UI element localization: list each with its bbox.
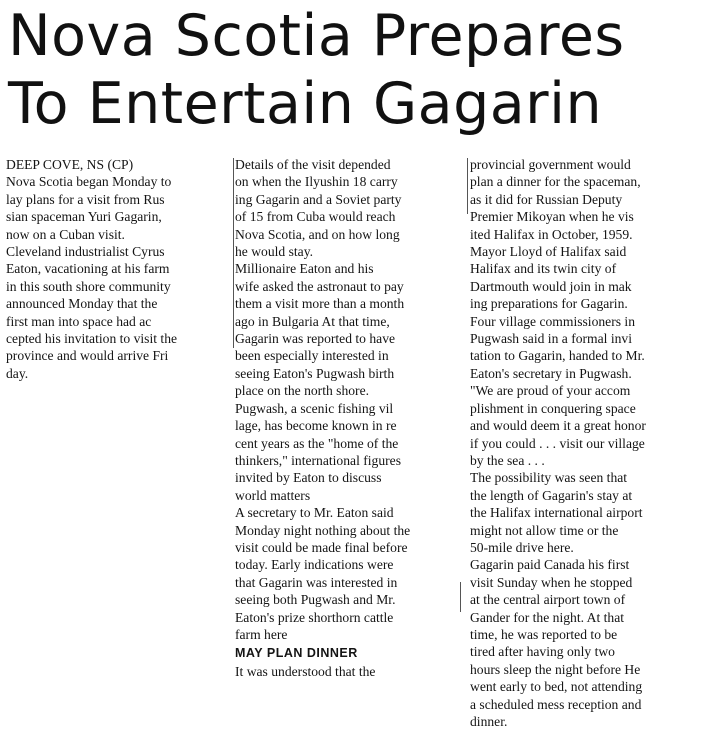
paragraph: Cleveland industrialist Cyrus Eaton, vacationing at his farm in this south shore community announced Monday that the first man into space had ac cepted his invitation to visit the province and would arrive Fri day.	[6, 244, 178, 381]
headline	[8, 2, 702, 138]
paragraph: Four village commissioners in Pugwash said in a formal invi tation to Gagarin, handed to Mr. Eaton's secretary in Pugwash. "We are proud of your accom plishment in conquering space and would deem it a great honor if you could . . . visit our village by the sea . . .	[470, 313, 646, 468]
paragraph: The possibility was seen that the length of Gagarin's stay at the Halifax international airport might not allow time or the 50-mile drive here.	[470, 470, 643, 555]
paragraph: Details of the visit depended on when the Ilyushin 18 carry ing Gagarin and a Soviet party of 15 from Cuba would reach Nova Scotia, and on how long he would stay.	[235, 157, 402, 260]
paragraph: Millionaire Eaton and his wife asked the astronaut to pay them a visit more than a month ago in Bulgaria At that time, Gagarin was reported to have been especially interested in seeing Eaton's Pugwash birth place on the north shore.	[235, 261, 405, 399]
paragraph: provincial government would plan a dinner for the spaceman, as it did for Russian Deputy Premier Mikoyan when he vis ited Halifax in October, 1959.	[470, 157, 641, 242]
paragraph: Gagarin paid Canada his first visit Sunday when he stopped at the central airport town of Gander for the night. At that time, he was reported to be tired after having only two hours sleep the night before He went early to bed, not attending a scheduled mess reception and dinner.	[470, 557, 643, 729]
paragraph: A secretary to Mr. Eaton said Monday night nothing about the visit could be made final before today. Early indications were that Gagarin was interested in seeing both Pugwash and Mr. Eaton's prize shorthorn cattle farm here	[235, 505, 411, 642]
paragraph: Mayor Lloyd of Halifax said Halifax and its twin city of Dartmouth would join in mak ing preparations for Gagarin.	[470, 244, 632, 312]
article-column-1	[6, 156, 234, 382]
article-column-3	[470, 156, 700, 730]
paragraph: It was understood that the	[235, 663, 376, 679]
headline-line-2: To Entertain Gagarin	[8, 71, 603, 137]
article-column-2	[235, 156, 466, 680]
paragraph: Pugwash, a scenic fishing vil lage, has become known in re cent years as the "home of the thinkers," international figures invited by Eaton to discuss world matters	[235, 400, 401, 503]
headline-line-1: Nova Scotia Prepares	[8, 3, 625, 69]
column-rule-2	[467, 158, 468, 214]
paragraph: DEEP COVE, NS (CP) Nova Scotia began Monday to lay plans for a visit from Rus sian spaceman Yuri Gagarin, now on a Cuban visit.	[6, 157, 172, 242]
subheading: MAY PLAN DINNER	[235, 646, 358, 661]
